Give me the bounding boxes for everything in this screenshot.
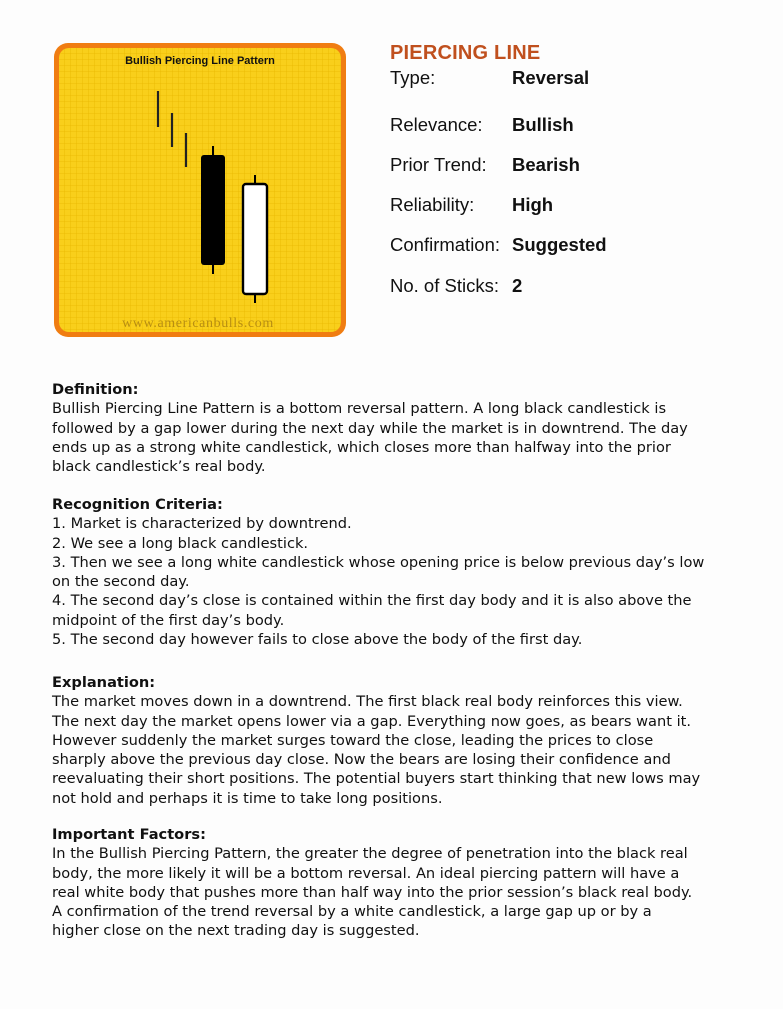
attr-key: Confirmation: xyxy=(390,234,501,255)
figure-caption: Bullish Piercing Line Pattern xyxy=(125,55,275,67)
text-line: However suddenly the market surges toward the close, leading the prices to close xyxy=(52,731,654,749)
explanation-section xyxy=(52,673,772,808)
text-line: sharply above the previous day close. Now the bears are losing their confidence and xyxy=(52,751,671,769)
text-line: reevaluating their short positions. The potential buyers start thinking that new lows may xyxy=(52,770,701,788)
text-line: 3. Then we see a long white candlestick whose opening price is below previous day’s low xyxy=(52,553,705,571)
text-line: not hold and perhaps it is time to take long positions. xyxy=(52,789,443,807)
attr-value: 2 xyxy=(512,275,523,296)
text-line: Bullish Piercing Line Pattern is a bottom reversal pattern. A long black candlestick is xyxy=(52,400,667,418)
attr-relevance xyxy=(390,114,574,136)
text-line: midpoint of the first day’s body. xyxy=(52,611,285,629)
text-line: The market moves down in a downtrend. The first black real body reinforces this view. xyxy=(52,693,683,711)
text-line: black candlestick’s real body. xyxy=(52,458,266,476)
text-line: 1. Market is characterized by downtrend. xyxy=(52,515,352,533)
attr-key: No. of Sticks: xyxy=(390,275,499,296)
pattern-illustration xyxy=(52,41,348,339)
white-candle-body xyxy=(243,184,267,294)
factors-section xyxy=(52,825,772,941)
black-candle-body xyxy=(201,155,225,265)
attr-type xyxy=(390,67,590,89)
figure-grid xyxy=(59,48,341,332)
attr-value: Suggested xyxy=(512,234,607,255)
text-line: on the second day. xyxy=(52,573,190,591)
attr-value: Bullish xyxy=(512,114,574,135)
definition-section xyxy=(52,380,772,476)
text-line: 5. The second day however fails to close above the body of the first day. xyxy=(52,631,583,649)
attr-key: Reliability: xyxy=(390,194,475,215)
candlestick-chart xyxy=(52,41,348,339)
text-line: real white body that pushes more than half way into the prior session’s black real body. xyxy=(52,883,693,901)
attr-reliability xyxy=(390,194,554,216)
recognition-section xyxy=(52,495,772,649)
text-line: A confirmation of the trend reversal by a white candlestick, a large gap up or by a xyxy=(52,903,652,921)
figure-watermark: www.americanbulls.com xyxy=(122,316,274,331)
text-line: 4. The second day’s close is contained within the first day body and it is also above the xyxy=(52,592,692,610)
attr-value: Reversal xyxy=(512,67,590,88)
attr-key: Relevance: xyxy=(390,114,483,135)
pattern-title: PIERCING LINE xyxy=(390,42,541,64)
attr-sticks xyxy=(390,275,523,297)
text-line: followed by a gap lower during the next day while the market is in downtrend. The day xyxy=(52,419,688,437)
text-line: higher close on the next trading day is suggested. xyxy=(52,922,420,940)
text-line: ends up as a strong white candlestick, which closes more than halfway into the prior xyxy=(52,438,671,456)
text-line: In the Bullish Piercing Pattern, the greater the degree of penetration into the black real xyxy=(52,845,688,863)
text-line: The next day the market opens lower via a gap. Everything now goes, as bears want it. xyxy=(52,712,692,730)
attr-value: High xyxy=(512,194,554,215)
attr-key: Prior Trend: xyxy=(390,154,487,175)
attr-value: Bearish xyxy=(512,154,580,175)
section-heading: Recognition Criteria: xyxy=(52,496,223,513)
section-heading: Important Factors: xyxy=(52,826,206,843)
section-heading: Definition: xyxy=(52,381,139,398)
section-heading: Explanation: xyxy=(52,674,156,691)
attr-confirmation xyxy=(390,234,607,256)
attr-prior-trend xyxy=(390,154,580,176)
text-line: body, the more likely it will be a bottom reversal. An ideal piercing pattern will have a xyxy=(52,864,680,882)
attr-key: Type: xyxy=(390,67,436,88)
text-line: 2. We see a long black candlestick. xyxy=(52,534,309,552)
